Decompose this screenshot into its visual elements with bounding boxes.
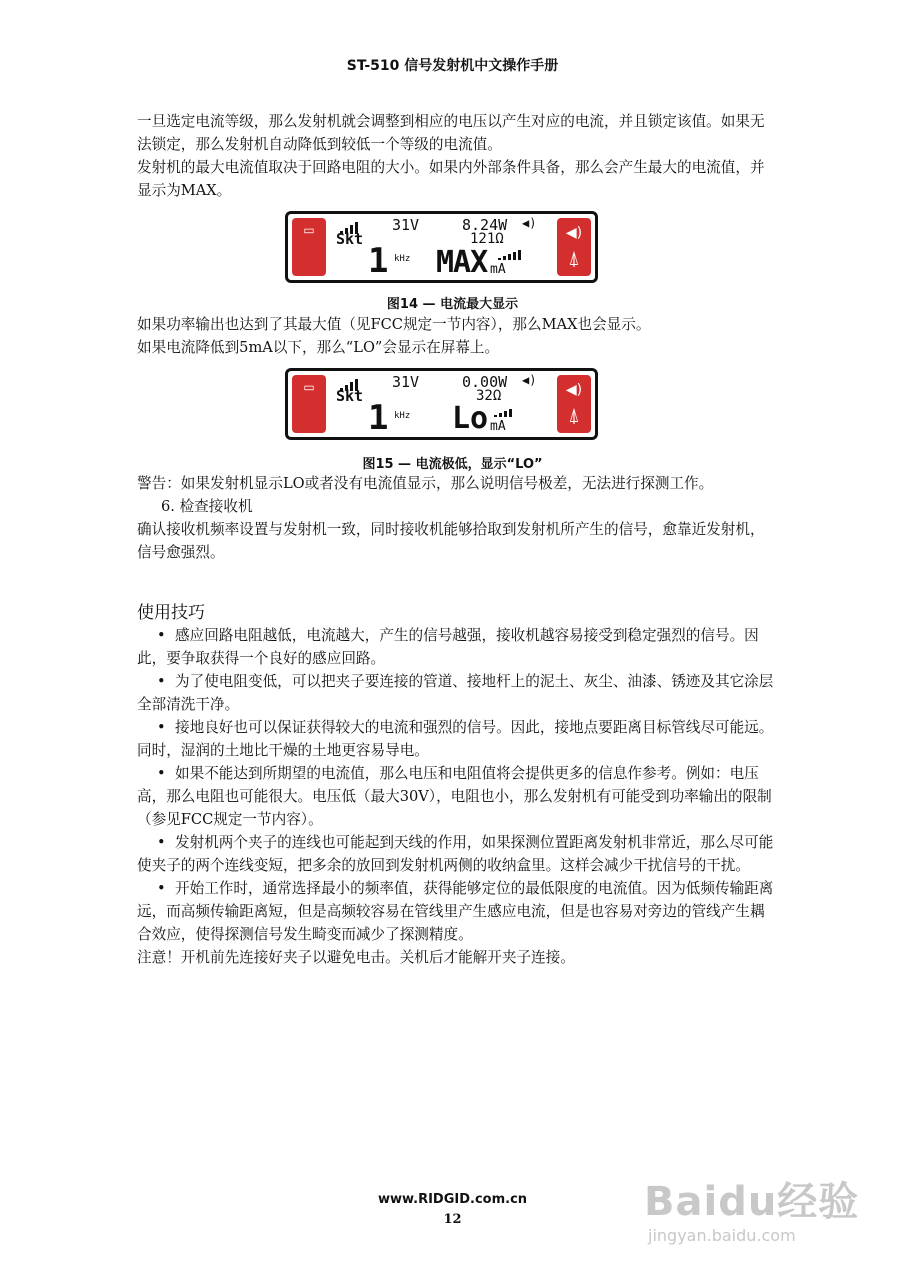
lcd-left-panel [292, 375, 326, 433]
mode-label: Skt [336, 387, 364, 405]
figure14-caption: 图14 — 电流最大显示 [386, 297, 519, 312]
paragraph: 发射机的最大电流值取决于回路电阻的大小。如果内外部条件具备，那么会产生最大的电流值，并显示为MAX。 [137, 159, 765, 199]
voltage-value: 31V [392, 373, 420, 391]
speaker-icon: ◀) [522, 373, 537, 387]
step6-text: 确认接收机频率设置与发射机一致，同时接收机能够拾取到发射机所产生的信号，愈靠近发射机，信号愈强烈。 [137, 521, 765, 561]
antenna-icon: ⍋ [568, 403, 580, 427]
power-value: 8.24W [462, 216, 508, 234]
speaker-icon: ◀) [522, 216, 537, 230]
antenna-icon: ⍋ [568, 246, 580, 270]
frequency-value: 1 [368, 398, 389, 438]
list-item: • 为了使电阻变低，可以把夹子要连接的管道、接地杆上的泥土、灰尘、油漆、锈迹及其它涂层全部清洗干净。 [137, 670, 777, 716]
lcd-display-max [285, 211, 598, 283]
battery-icon: ▭ [303, 380, 315, 394]
list-item: • 发射机两个夹子的连线也可能起到天线的作用，如果探测位置距离发射机非常近，那么尽可能使夹子的两个连线变短，把多余的放回到发射机两侧的收纳盒里。这样会减少干扰信号的干扰。 [137, 831, 777, 877]
lcd-display-lo [285, 368, 598, 440]
current-bars-icon [498, 250, 521, 260]
watermark-url: jingyan.baidu.com [648, 1226, 796, 1245]
current-bars-icon [494, 409, 512, 417]
frequency-unit: kHz [394, 411, 411, 421]
power-value: 0.00W [462, 373, 508, 391]
tips-list [137, 624, 777, 969]
footer-url: www.RIDGID.com.cn [377, 1192, 528, 1207]
lcd-left-panel [292, 218, 326, 276]
intro-paragraphs [137, 110, 777, 202]
resistance-value: 121Ω [470, 231, 504, 247]
paragraph: 如果功率输出也达到了其最大值（见FCC规定一节内容），那么MAX也会显示。 [137, 316, 651, 333]
page-number: 12 [443, 1212, 462, 1227]
list-item: • 如果不能达到所期望的电流值，那么电压和电阻值将会提供更多的信息作参考。例如：电压高，那么电阻也可能很大。电压低（最大30V），电阻也小，那么发射机有可能受到功率输出的限制（参见FCC规定一节内容）。 [137, 762, 777, 831]
current-unit: mA [490, 419, 506, 434]
warning-and-step [137, 472, 777, 564]
lcd-screen [330, 373, 553, 438]
document-header: ST-510 信号发射机中文操作手册 [346, 58, 559, 74]
warning-text: 警告：如果发射机显示LO或者没有电流值显示，那么说明信号极差，无法进行探测工作。 [137, 475, 714, 492]
current-value: MAX [436, 245, 488, 280]
figure15-caption: 图15 — 电流极低，显示“LO” [362, 457, 543, 472]
current-value: Lo [452, 401, 489, 436]
middle-paragraphs [137, 313, 777, 359]
voltage-value: 31V [392, 216, 420, 234]
battery-icon: ▭ [303, 223, 315, 237]
bullet-icon: • [157, 719, 166, 736]
baidu-watermark [640, 1140, 870, 1260]
bullet-icon: • [157, 627, 166, 644]
current-unit: mA [490, 262, 506, 277]
volume-icon: ◀) [565, 382, 583, 398]
paragraph: 一旦选定电流等级，那么发射机就会调整到相应的电压以产生对应的电流，并且锁定该值。如果无法锁定，那么发射机自动降低到较低一个等级的电流值。 [137, 113, 765, 153]
paragraph: 如果电流降低到5mA以下，那么“LO”会显示在屏幕上。 [137, 339, 500, 356]
watermark-logo: Baidu经验 [644, 1179, 860, 1225]
list-item: • 接地良好也可以保证获得较大的电流和强烈的信号。因此，接地点要距离目标管线尽可能远。同时，湿润的土地比干燥的土地更容易导电。 [137, 716, 777, 762]
bullet-icon: • [157, 880, 166, 897]
bullet-icon: • [157, 673, 166, 690]
lcd-screen [330, 216, 553, 281]
tips-title: 使用技巧 [137, 603, 205, 623]
safety-note: 注意！开机前先连接好夹子以避免电击。关机后才能解开夹子连接。 [137, 949, 575, 966]
volume-icon: ◀) [565, 225, 583, 241]
bullet-icon: • [157, 834, 166, 851]
list-item: • 感应回路电阻越低，电流越大，产生的信号越强，接收机越容易接受到稳定强烈的信号。因此，要争取获得一个良好的感应回路。 [137, 624, 777, 670]
list-item: • 开始工作时，通常选择最小的频率值，获得能够定位的最低限度的电流值。因为低频传输距离远，而高频传输距离短，但是高频较容易在管线里产生感应电流，但是也容易对旁边的管线产生耦合效应，使得探测信号发生畸变而减少了探测精度。 [137, 877, 777, 946]
lcd-right-panel [557, 218, 591, 276]
bullet-icon: • [157, 765, 166, 782]
mode-label: Skt [336, 230, 364, 248]
frequency-value: 1 [368, 241, 389, 281]
lcd-right-panel [557, 375, 591, 433]
frequency-unit: kHz [394, 254, 411, 264]
step6-heading: 6. 检查接收机 [161, 498, 253, 515]
resistance-value: 32Ω [476, 388, 502, 404]
